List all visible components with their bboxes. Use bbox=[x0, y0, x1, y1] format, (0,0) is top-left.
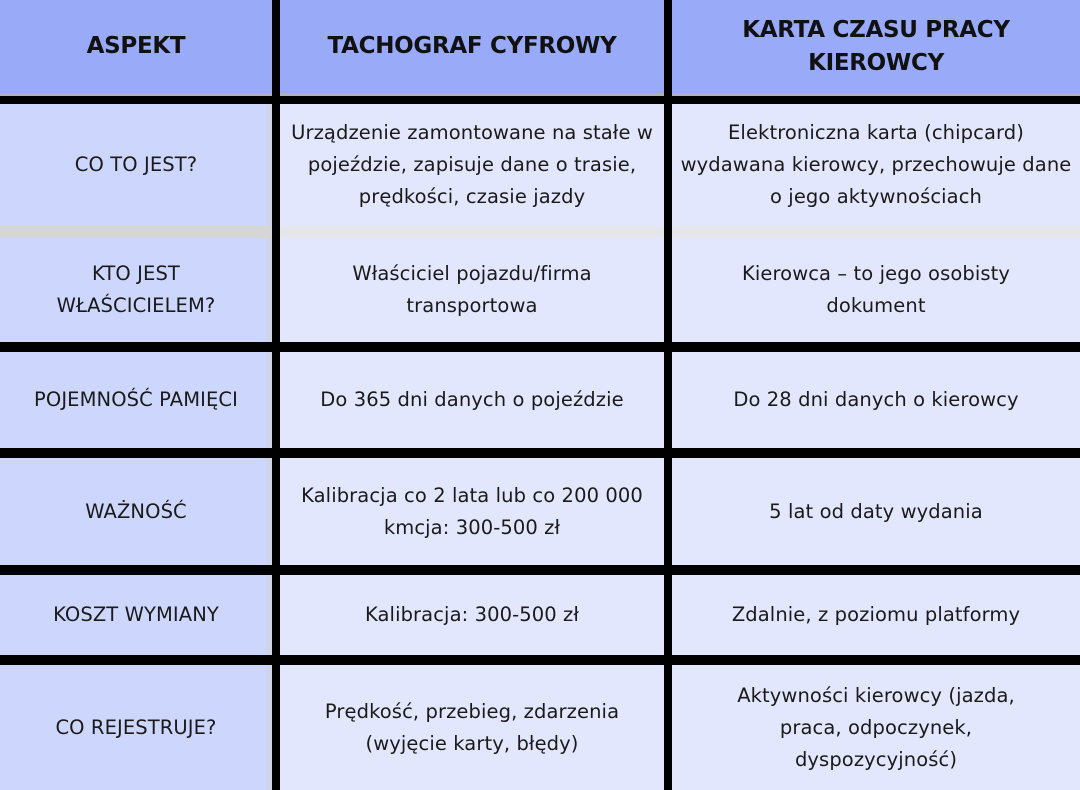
row-5-card: Zdalnie, z poziomu platformy bbox=[672, 575, 1080, 655]
row-2-tachograph: Właściciel pojazdu/firma transportowa bbox=[280, 238, 664, 342]
row-4-tachograph: Kalibracja co 2 lata lub co 200 000 kmcja: 300-500 zł bbox=[280, 458, 664, 565]
row-3-tachograph: Do 365 dni danych o pojeździe bbox=[280, 352, 664, 448]
row-1-tachograph: Urządzenie zamontowane na stałe w pojeździe, zapisuje dane o trasie, prędkości, czasie jazdy bbox=[280, 104, 664, 226]
row-6-aspect: CO REJESTRUJE? bbox=[0, 665, 272, 790]
row-5-aspect: KOSZT WYMIANY bbox=[0, 575, 272, 655]
row-5-tachograph: Kalibracja: 300-500 zł bbox=[280, 575, 664, 655]
row-2-aspect: KTO JEST WŁAŚCICIELEM? bbox=[0, 238, 272, 342]
row-3-card: Do 28 dni danych o kierowcy bbox=[672, 352, 1080, 448]
row-2-card: Kierowca – to jego osobisty dokument bbox=[672, 238, 1080, 342]
row-1-card: Elektroniczna karta (chipcard) wydawana kierowcy, przechowuje dane o jego aktywnościach bbox=[672, 104, 1080, 226]
row-4-card: 5 lat od daty wydania bbox=[672, 458, 1080, 565]
header-driver-card: KARTA CZASU PRACY KIEROWCY bbox=[672, 0, 1080, 96]
row-separator bbox=[0, 226, 272, 238]
row-3-aspect: POJEMNOŚĆ PAMIĘCI bbox=[0, 352, 272, 448]
row-separator bbox=[672, 226, 1080, 238]
row-6-tachograph: Prędkość, przebieg, zdarzenia (wyjęcie karty, błędy) bbox=[280, 665, 664, 790]
header-aspect: ASPEKT bbox=[0, 0, 272, 96]
row-separator bbox=[280, 226, 664, 238]
header-tachograph: TACHOGRAF CYFROWY bbox=[280, 0, 664, 96]
row-4-aspect: WAŻNOŚĆ bbox=[0, 458, 272, 565]
row-1-aspect: CO TO JEST? bbox=[0, 104, 272, 226]
row-6-card: Aktywności kierowcy (jazda, praca, odpoczynek, dyspozycyjność) bbox=[672, 665, 1080, 790]
